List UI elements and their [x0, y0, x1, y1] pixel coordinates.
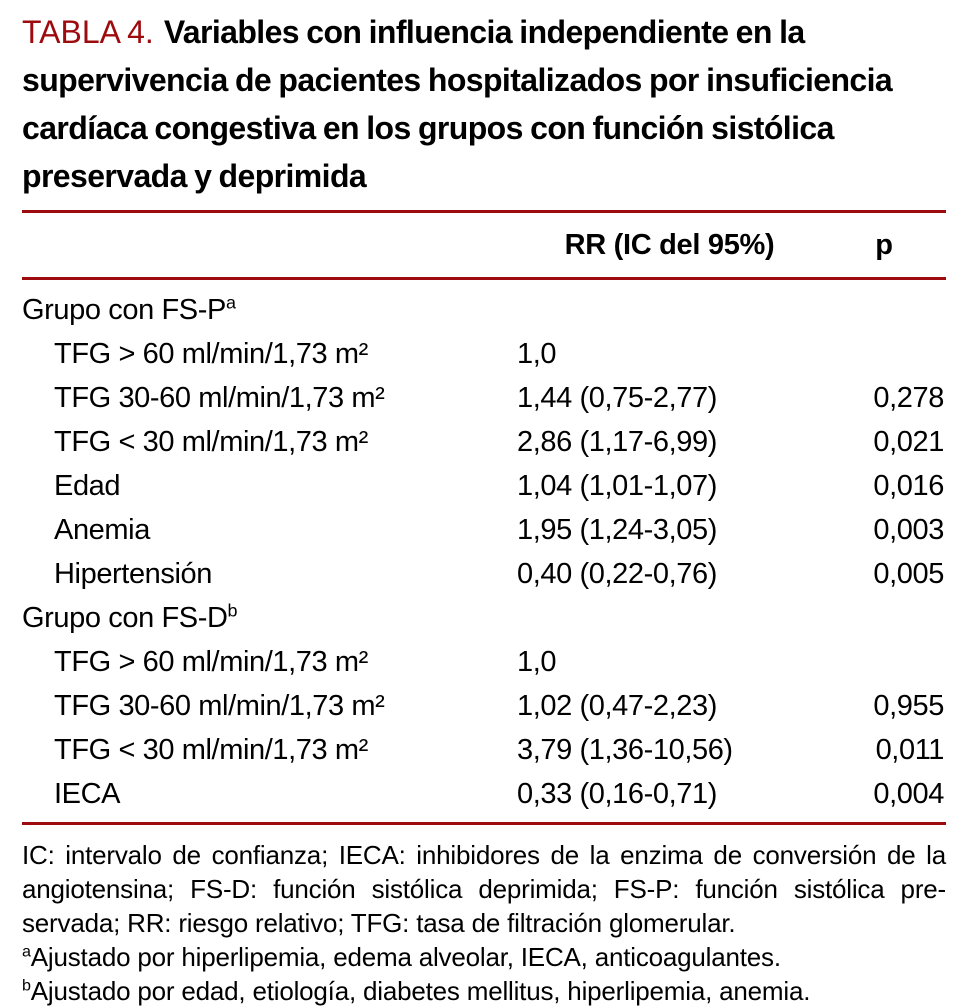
table-row-group-fsd [22, 596, 946, 640]
p-value: 0,011 [875, 734, 944, 766]
row-label-text: TFG 30-60 ml/min/1,73 m² [54, 382, 385, 414]
table-row [22, 420, 946, 464]
rr-value: 1,44 (0,75-2,77) [517, 382, 717, 414]
row-label [22, 684, 517, 728]
row-label-text: TFG < 30 ml/min/1,73 m² [54, 734, 368, 766]
row-label [22, 420, 517, 464]
rr-value: 1,0 [517, 646, 557, 678]
row-label-text: TFG < 30 ml/min/1,73 m² [54, 426, 368, 458]
row-label-text: Anemia [54, 514, 150, 546]
table-row [22, 332, 946, 376]
p-value: 0,004 [873, 778, 944, 810]
p-value: 0,278 [873, 382, 944, 414]
rr-value: 0,40 (0,22-0,76) [517, 558, 717, 590]
row-label [22, 464, 517, 508]
row-label-text: Grupo con FS-D [22, 602, 228, 634]
row-label-text: Grupo con FS-P [22, 294, 226, 326]
row-label [22, 508, 517, 552]
footnote-b [22, 974, 946, 1008]
p-value: 0,021 [873, 426, 944, 458]
footnote-a [22, 940, 946, 974]
row-label-text: TFG 30-60 ml/min/1,73 m² [54, 690, 385, 722]
rr-value: 1,04 (1,01-1,07) [517, 470, 717, 502]
footnote-abbreviations-line3: servada; RR: riesgo relativo; TFG: tasa de filtración glomerular. [22, 908, 736, 938]
table-row [22, 464, 946, 508]
p-value [822, 288, 946, 332]
row-label-text: TFG > 60 ml/min/1,73 m² [54, 338, 368, 370]
p-value [822, 596, 946, 640]
rr-value [517, 288, 822, 332]
row-label-text: IECA [54, 778, 121, 810]
footnote-abbreviations-line1: IC: intervalo de confianza; IECA: inhibidores de la enzima de conversión de la [22, 840, 946, 870]
p-value [822, 332, 946, 376]
table-row-group-fsp [22, 288, 946, 332]
row-label [22, 596, 517, 640]
table-row [22, 376, 946, 420]
row-label-text: Hipertensión [54, 558, 213, 590]
p-value: 0,955 [873, 690, 944, 722]
rr-value: 1,95 (1,24-3,05) [517, 514, 717, 546]
row-label [22, 640, 517, 684]
row-label-text: TFG > 60 ml/min/1,73 m² [54, 646, 368, 678]
footnote-abbreviations-line2: angiotensina; FS-D: función sistólica deprimida; FS-P: función sistólica pre- [22, 874, 946, 904]
column-header-p: p [875, 228, 893, 261]
bottom-rule [22, 822, 946, 825]
footnote-b-text: Ajustado por edad, etiología, diabetes mellitus, hiperlipemia, anemia. [30, 976, 811, 1006]
table-body [22, 280, 946, 822]
table-row [22, 552, 946, 596]
table-row [22, 640, 946, 684]
footnote-b-marker: b [22, 976, 31, 995]
rr-value: 1,02 (0,47-2,23) [517, 690, 717, 722]
p-value: 0,005 [873, 558, 944, 590]
rr-value: 3,79 (1,36-10,56) [517, 734, 733, 766]
footnotes [22, 838, 946, 1008]
table-row [22, 684, 946, 728]
footnote-marker: b [227, 600, 238, 621]
rr-value: 1,0 [517, 338, 557, 370]
row-label [22, 772, 517, 816]
table-row [22, 728, 946, 772]
table-row [22, 772, 946, 816]
footnote-marker: a [225, 292, 236, 313]
footnote-a-marker: a [22, 942, 31, 961]
p-value: 0,016 [873, 470, 944, 502]
row-label-text: Edad [54, 470, 121, 502]
row-label [22, 288, 517, 332]
table-title-text: Variables con influencia independiente en la supervivencia de pacientes hospitalizados por insuficiencia cardíaca congestiva en los grupos con función sistólica preservada y deprimida [22, 14, 893, 194]
row-label [22, 332, 517, 376]
rr-value: 0,33 (0,16-0,71) [517, 778, 717, 810]
row-label [22, 376, 517, 420]
column-header-row [22, 213, 946, 277]
table-title [22, 8, 946, 200]
column-header-rr: RR (IC del 95%) [564, 228, 775, 261]
row-label [22, 728, 517, 772]
p-value [822, 640, 946, 684]
table-row [22, 508, 946, 552]
table-number-label: TABLA 4. [22, 14, 154, 50]
footnote-a-text: Ajustado por hiperlipemia, edema alveolar, IECA, anticoagulantes. [30, 942, 781, 972]
p-value: 0,003 [873, 514, 944, 546]
rr-value [517, 596, 822, 640]
row-label [22, 552, 517, 596]
rr-value: 2,86 (1,17-6,99) [517, 426, 717, 458]
